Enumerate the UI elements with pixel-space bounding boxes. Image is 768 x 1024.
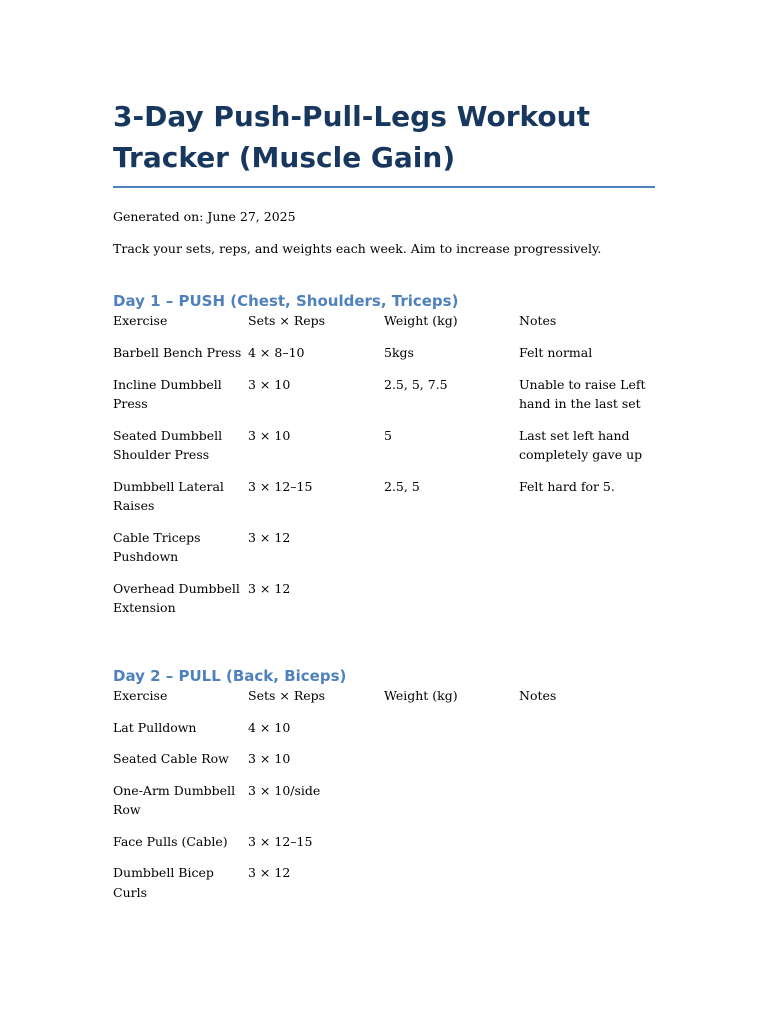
weight-cell <box>384 528 519 579</box>
sets-reps-cell: 4 × 10 <box>248 719 291 735</box>
document-page <box>113 96 655 914</box>
weight-cell <box>384 718 519 750</box>
weight-cell: 5 <box>384 427 392 443</box>
table-row <box>113 528 655 579</box>
generated-date: Generated on: June 27, 2025 <box>113 209 296 224</box>
day-2-heading: Day 2 – PULL (Back, Biceps) <box>113 666 347 685</box>
col-header-notes: Notes <box>519 313 557 328</box>
exercise-cell: Lat Pulldown <box>113 719 197 735</box>
sets-reps-cell: 3 × 10 <box>248 376 291 392</box>
day-1-table <box>113 311 655 630</box>
table-row <box>113 375 655 426</box>
notes-cell <box>519 528 655 579</box>
table-header-row <box>113 311 655 343</box>
table-row <box>113 579 655 630</box>
intro-text: Track your sets, reps, and weights each week. Aim to increase progressively. <box>113 241 602 256</box>
exercise-cell: Seated Dumbbell Shoulder Press <box>113 427 223 462</box>
col-header-exercise: Exercise <box>113 313 168 328</box>
exercise-cell: Overhead Dumbbell Extension <box>113 580 240 615</box>
exercise-cell: One-Arm Dumbbell Row <box>113 782 236 817</box>
sets-reps-cell: 3 × 12–15 <box>248 833 313 849</box>
col-header-weight: Weight (kg) <box>384 687 458 703</box>
exercise-cell: Incline Dumbbell Press <box>113 376 222 411</box>
weight-cell: 5kgs <box>384 345 414 360</box>
sets-reps-cell: 4 × 8–10 <box>248 345 305 360</box>
table-row <box>113 832 655 864</box>
sets-reps-cell: 3 × 12 <box>248 865 291 880</box>
notes-cell: Felt hard for 5. <box>519 478 615 494</box>
exercise-cell: Seated Cable Row <box>113 751 229 766</box>
weight-cell <box>384 579 519 630</box>
notes-cell <box>519 832 655 864</box>
col-header-sets-reps: Sets × Reps <box>248 687 326 703</box>
notes-cell <box>519 863 655 914</box>
exercise-cell: Dumbbell Lateral Raises <box>113 478 224 513</box>
notes-cell <box>519 579 655 630</box>
day-1-heading: Day 1 – PUSH (Chest, Shoulders, Triceps) <box>113 292 459 310</box>
col-header-exercise: Exercise <box>113 687 168 703</box>
notes-cell: Unable to raise Left hand in the last set <box>519 376 646 411</box>
exercise-cell: Dumbbell Bicep Curls <box>113 865 214 900</box>
weight-cell <box>384 863 519 914</box>
document-title: 3-Day Push-Pull-Legs Workout Tracker (Muscle Gain) <box>113 96 655 188</box>
sets-reps-cell: 3 × 12 <box>248 529 291 545</box>
table-row <box>113 863 655 914</box>
table-row <box>113 718 655 750</box>
table-row <box>113 343 655 375</box>
exercise-cell: Face Pulls (Cable) <box>113 833 228 849</box>
sets-reps-cell: 3 × 12–15 <box>248 478 313 494</box>
sets-reps-cell: 3 × 10/side <box>248 782 321 798</box>
sets-reps-cell: 3 × 12 <box>248 580 291 596</box>
weight-cell <box>384 749 519 781</box>
weight-cell <box>384 781 519 832</box>
weight-cell: 2.5, 5, 7.5 <box>384 376 448 392</box>
col-header-notes: Notes <box>519 687 557 703</box>
notes-cell <box>519 749 655 781</box>
col-header-sets-reps: Sets × Reps <box>248 313 326 328</box>
weight-cell: 2.5, 5 <box>384 478 420 494</box>
day-2-table <box>113 686 655 915</box>
table-row <box>113 749 655 781</box>
exercise-cell: Cable Triceps Pushdown <box>113 529 201 564</box>
sets-reps-cell: 3 × 10 <box>248 427 291 443</box>
exercise-cell: Barbell Bench Press <box>113 345 242 360</box>
notes-cell: Last set left hand completely gave up <box>519 427 643 462</box>
notes-cell: Felt normal <box>519 345 593 360</box>
table-header-row <box>113 686 655 718</box>
weight-cell <box>384 832 519 864</box>
notes-cell <box>519 718 655 750</box>
table-row <box>113 781 655 832</box>
col-header-weight: Weight (kg) <box>384 313 458 328</box>
sets-reps-cell: 3 × 10 <box>248 751 291 766</box>
notes-cell <box>519 781 655 832</box>
table-row <box>113 477 655 528</box>
table-row <box>113 426 655 477</box>
